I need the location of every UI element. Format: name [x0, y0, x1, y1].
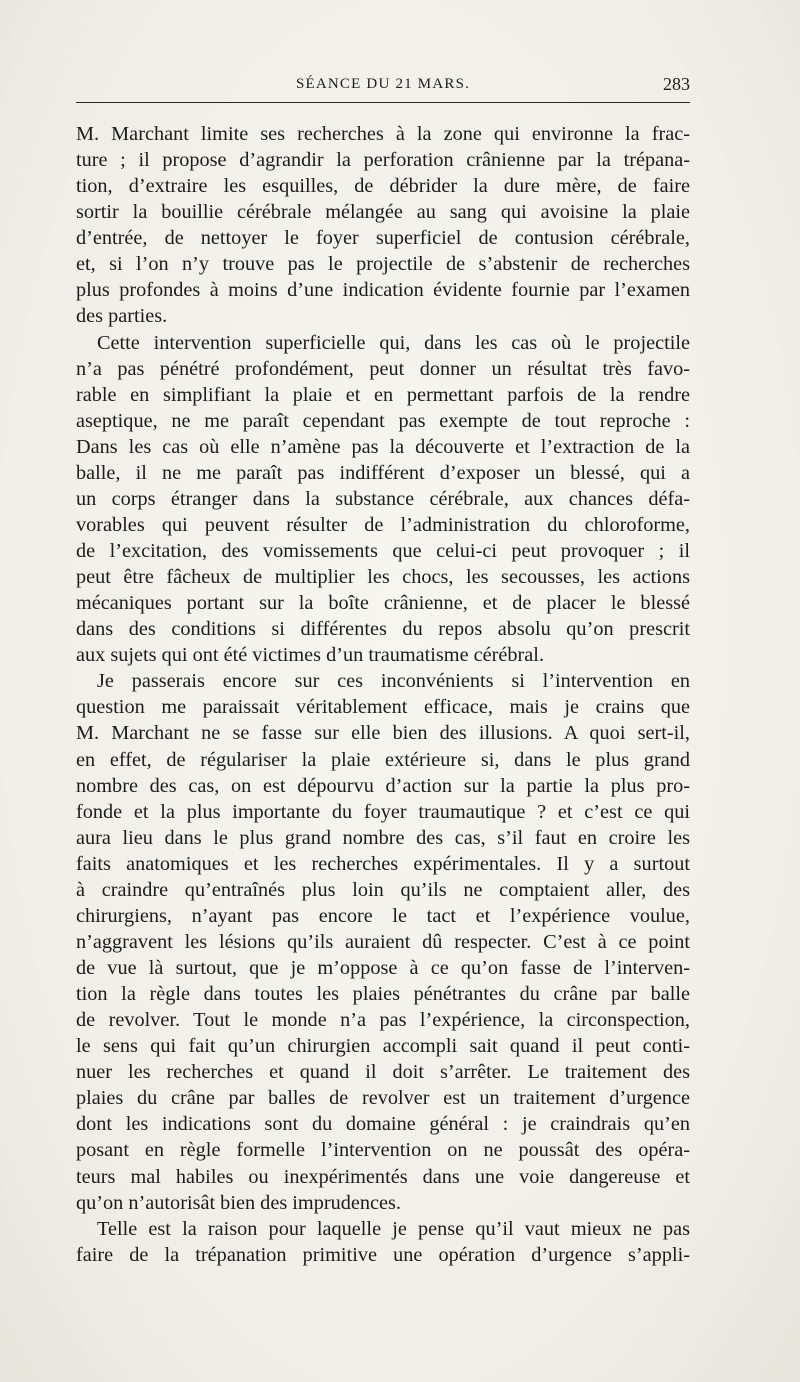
text-line: M. Marchant ne se fasse sur elle bien des illusions. A quoi sert-il, [76, 722, 690, 745]
text-line: n’a pas pénétré profondément, peut donner un résultat très favo- [76, 357, 690, 380]
text-line: plaies du crâne par balles de revolver est un traitement d’urgence [76, 1087, 690, 1110]
text-line: balle, il ne me paraît pas indifférent d’exposer un blessé, qui a [76, 461, 690, 484]
text-line: aux sujets qui ont été victimes d’un traumatisme cérébral. [76, 644, 545, 667]
header-rule [76, 102, 690, 103]
text-line: qu’on n’autorisât bien des imprudences. [76, 1191, 401, 1214]
text-line: nombre des cas, on est dépourvu d’action sur la partie la plus pro- [76, 774, 690, 797]
text-line: Telle est la raison pour laquelle je pense qu’il vaut mieux ne pas [97, 1217, 690, 1240]
text-line: de l’excitation, des vomissements que celui-ci peut provoquer ; il [76, 540, 690, 562]
text-line: des parties. [76, 305, 168, 328]
text-line: rable en simplifiant la plaie et en permettant parfois de la rendre [76, 383, 690, 406]
running-title: SÉANCE DU 21 MARS. [295, 76, 471, 92]
body-text [76, 121, 690, 1268]
text-line: dans des conditions si différentes du repos absolu qu’on prescrit [76, 618, 690, 641]
text-line: le sens qui fait qu’un chirurgien accompli sait quand il peut conti- [76, 1035, 690, 1058]
text-line: tion la règle dans toutes les plaies pénétrantes du crâne par balle [76, 983, 690, 1006]
text-line: fonde et la plus importante du foyer traumautique ? et c’est ce qui [76, 800, 690, 823]
text-line: d’entrée, de nettoyer le foyer superficiel de contusion cérébrale, [76, 227, 690, 250]
text-line: tion, d’extraire les esquilles, de débrider la dure mère, de faire [76, 175, 690, 198]
text-line: à craindre qu’entraînés plus loin qu’ils ne comptaient aller, des [76, 878, 690, 901]
text-line: ture ; il propose d’agrandir la perforation crânienne par la trépana- [76, 149, 690, 172]
text-line: mécaniques portant sur la boîte crânienne, et de placer le blessé [76, 592, 690, 615]
text-line: de vue là surtout, que je m’oppose à ce qu’on fasse de l’interven- [76, 957, 690, 979]
text-line: peut être fâcheux de multiplier les chocs, les secousses, les actions [76, 566, 690, 589]
text-line: de revolver. Tout le monde n’a pas l’expérience, la circonspection, [76, 1009, 690, 1032]
text-line: teurs mal habiles ou inexpérimentés dans une voie dangereuse et [76, 1165, 690, 1188]
text-line: aseptique, ne me paraît cependant pas exempte de tout reproche : [76, 409, 690, 432]
text-line: nuer les recherches et quand il doit s’arrêter. Le traitement des [76, 1061, 690, 1084]
page-header [76, 72, 690, 104]
text-line: vorables qui peuvent résulter de l’administration du chloroforme, [76, 513, 690, 536]
text-line: et, si l’on n’y trouve pas le projectile de s’abstenir de recherches [76, 253, 690, 276]
text-line: question me paraissait véritablement efficace, mais je crains que [76, 696, 690, 719]
text-line: M. Marchant limite ses recherches à la zone qui environne la frac- [76, 123, 690, 145]
text-line: n’aggravent les lésions qu’ils auraient dû respecter. C’est à ce point [76, 930, 690, 953]
text-line: Cette intervention superficielle qui, dans les cas où le projectile [97, 331, 690, 354]
text-line: Dans les cas où elle n’amène pas la découverte et l’extraction de la [76, 435, 690, 458]
text-line: Je passerais encore sur ces inconvénients si l’intervention en [97, 670, 690, 693]
text-line: un corps étranger dans la substance cérébrale, aux chances défa- [76, 487, 690, 510]
page-number: 283 [663, 74, 690, 94]
text-line: chirurgiens, n’ayant pas encore le tact et l’expérience voulue, [76, 904, 690, 927]
text-line: dont les indications sont du domaine général : je craindrais qu’en [76, 1113, 690, 1136]
text-line: faire de la trépanation primitive une opération d’urgence s’appli- [76, 1243, 690, 1266]
text-line: sortir la bouillie cérébrale mélangée au sang qui avoisine la plaie [76, 201, 690, 224]
text-line: posant en règle formelle l’intervention on ne poussât des opéra- [76, 1139, 690, 1162]
text-line: plus profondes à moins d’une indication évidente fournie par l’examen [76, 279, 690, 302]
text-line: faits anatomiques et les recherches expérimentales. Il y a surtout [76, 852, 690, 875]
text-line: aura lieu dans le plus grand nombre des cas, s’il faut en croire les [76, 826, 690, 849]
text-line: en effet, de régulariser la plaie extérieure si, dans le plus grand [76, 748, 690, 771]
